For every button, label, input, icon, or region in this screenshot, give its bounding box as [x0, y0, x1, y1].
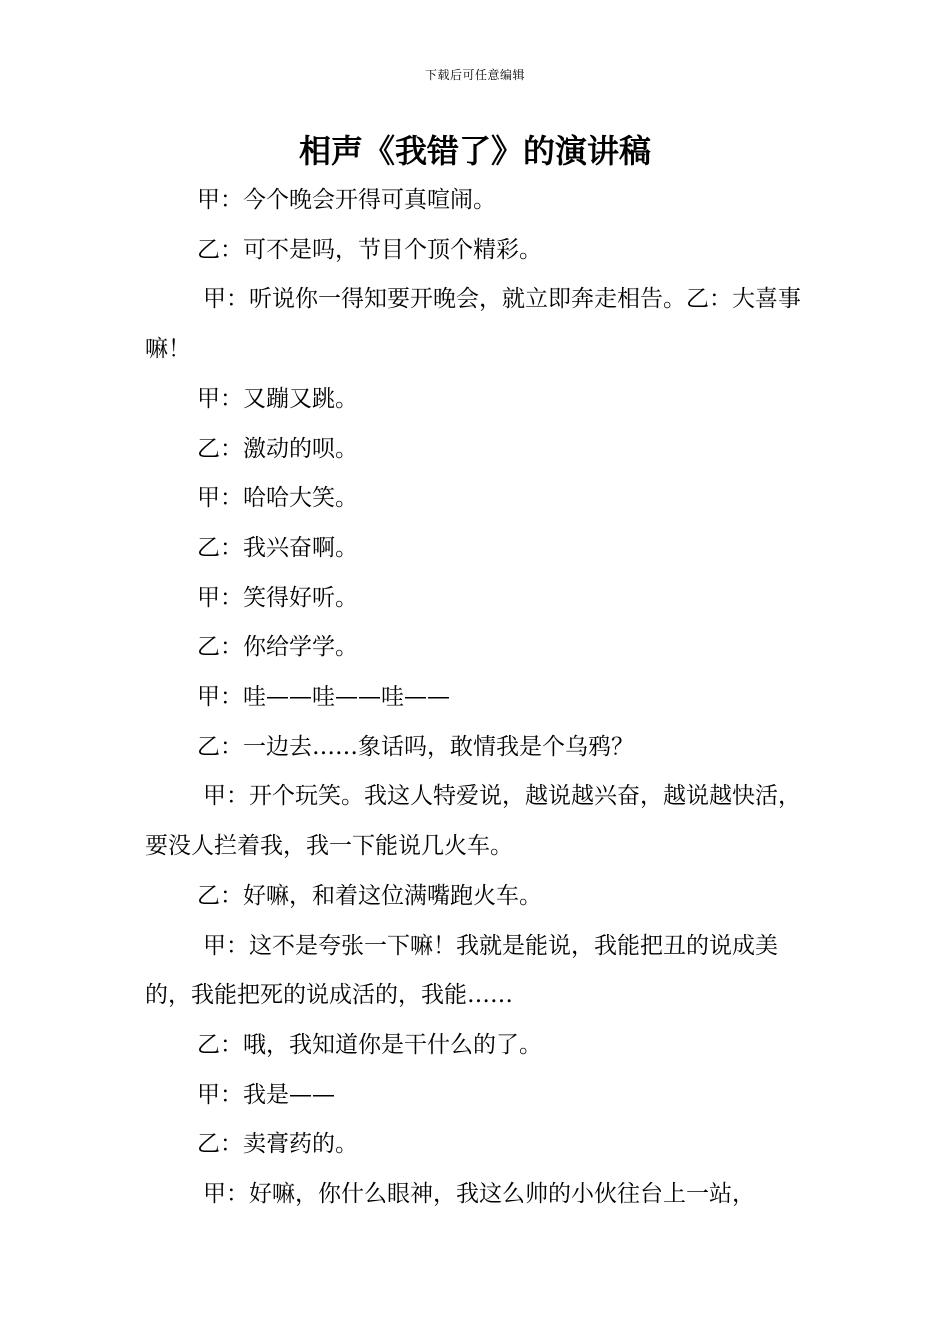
paragraph: 乙：可不是吗，节目个顶个精彩。 — [197, 236, 542, 263]
paragraph: 甲：开个玩笑。我这人特爱说，越说越兴奋，越说越快活，要没人拦着我，我一下能说几火车。 — [145, 783, 801, 860]
paragraph: 乙：一边去……象话吗，敢情我是个乌鸦？ — [197, 733, 634, 760]
paragraph: 乙：哦，我知道你是干什么的了。 — [197, 1031, 542, 1058]
document-title: 相声《我错了》的演讲稿 — [298, 132, 651, 170]
paragraph: 甲：我是—— — [197, 1081, 335, 1108]
paragraph: 甲：哈哈大笑。 — [197, 485, 358, 512]
document-body — [145, 176, 815, 1220]
paragraph: 乙：激动的呗。 — [197, 435, 358, 462]
page-header-note: 下载后可任意编辑 — [424, 68, 525, 82]
paragraph: 乙：我兴奋啊。 — [197, 534, 358, 561]
paragraph: 甲：又蹦又跳。 — [197, 385, 358, 412]
paragraph: 甲：好嘛，你什么眼神，我这么帅的小伙往台上一站， — [203, 1181, 755, 1208]
paragraph: 乙：你给学学。 — [197, 634, 358, 661]
paragraph: 甲：今个晚会开得可真喧闹。 — [197, 187, 496, 213]
paragraph: 甲：这不是夸张一下嘛！我就是能说，我能把丑的说成美的，我能把死的说成活的，我能…… — [145, 932, 778, 1009]
paragraph: 甲：哇——哇——哇—— — [197, 684, 450, 711]
paragraph: 乙：卖膏药的。 — [197, 1131, 358, 1158]
paragraph: 甲：听说你一得知要开晚会，就立即奔走相告。乙：大喜事嘛！ — [145, 286, 801, 363]
paragraph: 乙：好嘛，和着这位满嘴跑火车。 — [197, 882, 542, 909]
paragraph: 甲：笑得好听。 — [197, 584, 358, 611]
